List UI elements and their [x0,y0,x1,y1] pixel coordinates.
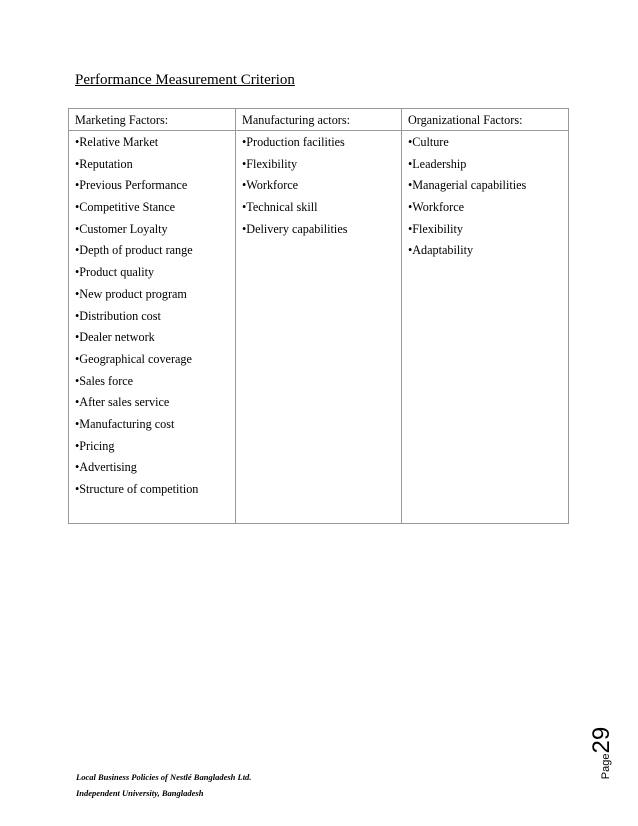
list-item: •Pricing [75,438,115,453]
footer-institution: Independent University, Bangladesh [76,788,204,798]
list-item: •Flexibility [242,156,298,171]
list-item: •Previous Performance [75,178,188,193]
list-item: •Production facilities [242,135,345,149]
list-item: •New product program [75,286,187,301]
list-item: •Advertising [75,460,137,475]
list-item: •Technical skill [242,200,318,215]
section-heading: Performance Measurement Criterion [75,72,295,88]
list-item: •Delivery capabilities [242,221,348,236]
marketing-factors-list [75,134,229,503]
list-item: •Workforce [242,178,299,193]
list-item: •Reputation [75,156,133,171]
header-manufacturing-factors: Manufacturing actors: [236,109,402,131]
list-item: •Sales force [75,373,134,388]
table-header-row [69,109,569,131]
list-item: •Adaptability [407,243,474,258]
list-item: •Depth of product range [75,243,193,258]
list-item: •Manufacturing cost [75,416,175,431]
list-item: •Relative Market [75,135,159,149]
page-number-value: 29 [588,726,615,754]
manufacturing-factors-list [242,134,395,242]
list-item: •Managerial capabilities [407,178,527,193]
table-body-row [69,131,569,524]
footer-document-title: Local Business Policies of Nestlé Bangladesh Ltd. [76,772,252,782]
list-item: •Leadership [407,156,467,171]
header-organizational-factors: Organizational Factors: [401,109,568,131]
page-number [589,718,615,788]
manufacturing-factors-cell [236,131,402,524]
marketing-factors-cell [69,131,236,524]
list-item: •Flexibility [407,221,464,236]
list-item: •After sales service [75,395,170,410]
list-item: •Workforce [407,200,465,215]
header-marketing-factors: Marketing Factors: [69,109,236,131]
organizational-factors-list [408,134,562,264]
list-item: •Geographical coverage [75,351,192,366]
list-item: •Distribution cost [75,308,161,323]
list-item: •Customer Loyalty [75,221,168,236]
criteria-table [68,108,569,524]
page-label: Page [600,753,612,780]
list-item: •Dealer network [75,330,155,345]
list-item: •Culture [407,135,449,149]
list-item: •Structure of competition [75,482,199,496]
organizational-factors-cell [401,131,568,524]
list-item: •Competitive Stance [75,200,176,215]
list-item: •Product quality [75,265,155,280]
